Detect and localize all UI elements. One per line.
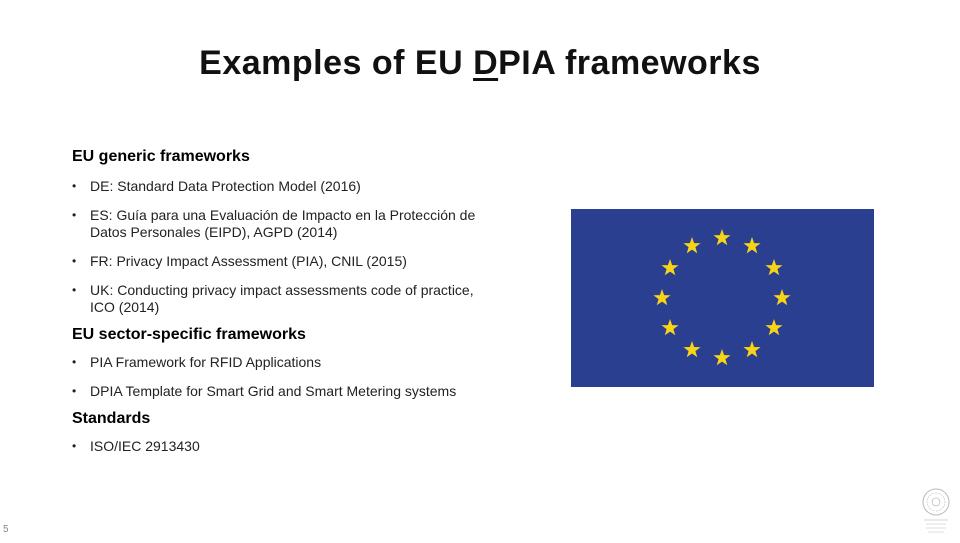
title-prefix: Examples of EU	[199, 44, 474, 82]
section-heading: EU generic frameworks	[72, 148, 250, 165]
bullet-dot: •	[72, 355, 77, 369]
university-seal-logo	[916, 486, 956, 538]
list-item-text: FR: Privacy Impact Assessment (PIA), CNIL (2015)	[90, 253, 407, 269]
title-underlined-letter: D	[473, 44, 499, 82]
list-item-text: DPIA Template for Smart Grid and Smart Metering systems	[90, 383, 457, 399]
list-item	[72, 178, 502, 195]
list-item-text: ISO/IEC 2913430	[90, 438, 200, 454]
section-eu-generic	[72, 146, 502, 316]
slide-title	[0, 44, 960, 83]
eu-flag-image	[571, 209, 874, 387]
list-item	[72, 383, 502, 400]
list-item	[72, 282, 502, 316]
list-item	[72, 354, 502, 371]
list-item-text: UK: Conducting privacy impact assessments code of practice, ICO (2014)	[90, 282, 474, 315]
bullet-list	[72, 438, 502, 455]
list-item	[72, 253, 502, 270]
eu-flag-graphic	[571, 209, 874, 387]
list-item-text: ES: Guía para una Evaluación de Impacto en la Protección de Datos Personales (EIPD), AGPD (2014)	[90, 207, 476, 240]
title-suffix: PIA frameworks	[498, 44, 761, 82]
bullet-dot: •	[72, 208, 77, 222]
bullet-dot: •	[72, 179, 77, 193]
list-item-text: PIA Framework for RFID Applications	[90, 354, 322, 370]
bullet-dot: •	[72, 384, 77, 398]
bullet-list	[72, 178, 502, 316]
section-eu-sector-specific	[72, 324, 502, 400]
bullet-dot: •	[72, 254, 77, 268]
section-heading: EU sector-specific frameworks	[72, 326, 306, 343]
list-item-text: DE: Standard Data Protection Model (2016)	[90, 178, 361, 194]
seal-icon	[916, 486, 956, 538]
section-heading: Standards	[72, 410, 151, 427]
content-area	[72, 146, 502, 455]
section-standards	[72, 408, 502, 455]
list-item	[72, 438, 502, 455]
page-number: 5	[3, 524, 9, 535]
bullet-list	[72, 354, 502, 400]
bullet-dot: •	[72, 439, 77, 453]
bullet-dot: •	[72, 283, 77, 297]
list-item	[72, 207, 502, 241]
